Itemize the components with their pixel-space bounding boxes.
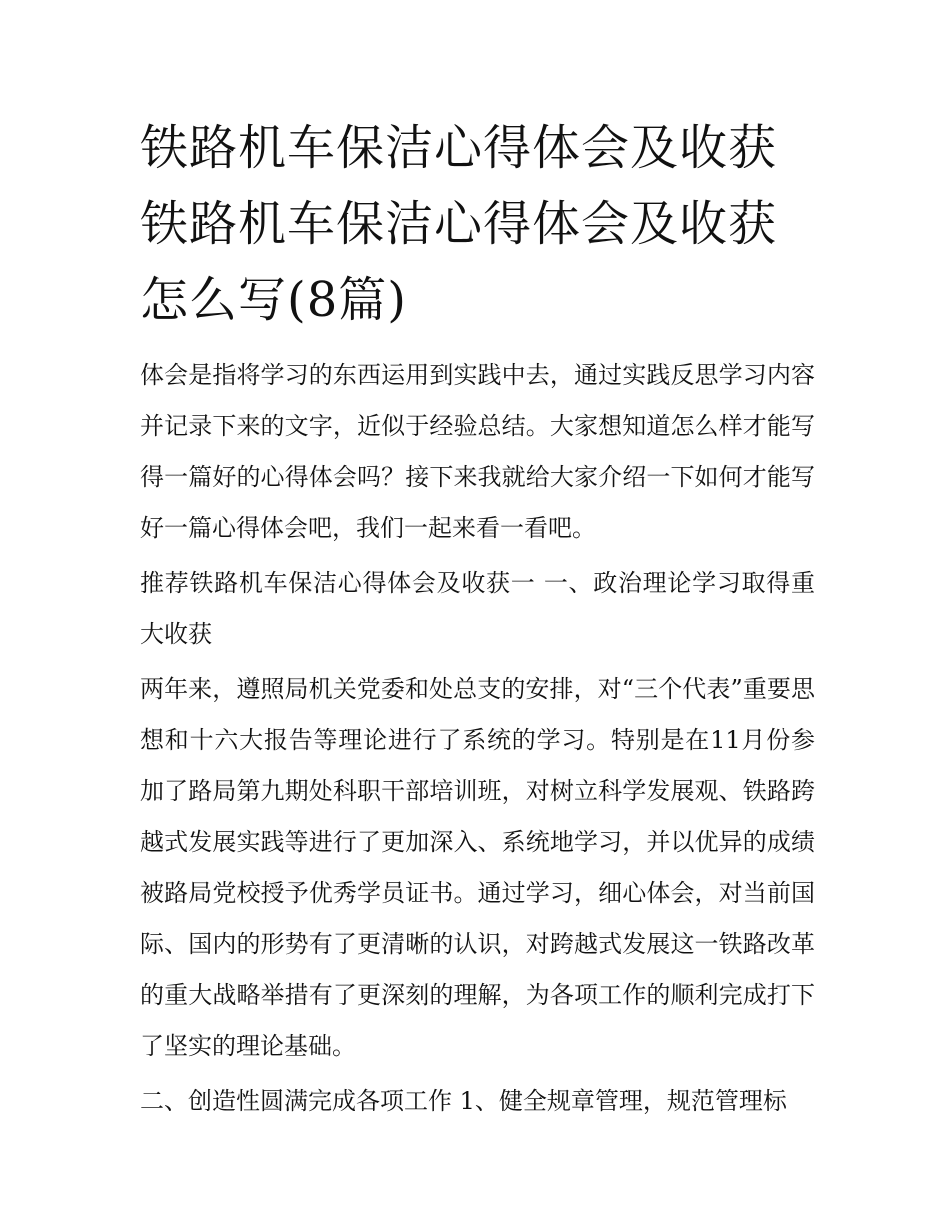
- document-title: 铁路机车保洁心得体会及收获铁路机车保洁心得体会及收获怎么写(8篇): [140, 120, 778, 328]
- document-body: [140, 350, 815, 1127]
- paragraph-section-1-heading: 推荐铁路机车保洁心得体会及收获一 一、政治理论学习取得重大收获: [140, 569, 815, 648]
- paragraph-section-1-body: 两年来，遵照局机关党委和处总支的安排，对“三个代表”重要思想和十六大报告等理论进行了系统的学习。特别是在11月份参加了路局第九期处科职干部培训班，对树立科学发展观、铁路跨越式发展实践等进行了更加深入、系统地学习，并以优异的成绩被路局党校授予优秀学员证书。通过学习，细心体会，对当前国际、国内的形势有了更清晰的认识，对跨越式发展这一铁路改革的重大战略举措有了更深刻的理解，为各项工作的顺利完成打下了坚实的理论基础。: [140, 675, 815, 1060]
- paragraph-intro: 体会是指将学习的东西运用到实践中去，通过实践反思学习内容并记录下来的文字，近似于经验总结。大家想知道怎么样才能写得一篇好的心得体会吗？接下来我就给大家介绍一下如何才能写好一篇心得体会吧，我们一起来看一看吧。: [140, 361, 815, 542]
- document-page: [140, 110, 815, 1131]
- paragraph-section-2-heading: 二、创造性圆满完成各项工作 1、健全规章管理，规范管理标: [140, 1087, 787, 1115]
